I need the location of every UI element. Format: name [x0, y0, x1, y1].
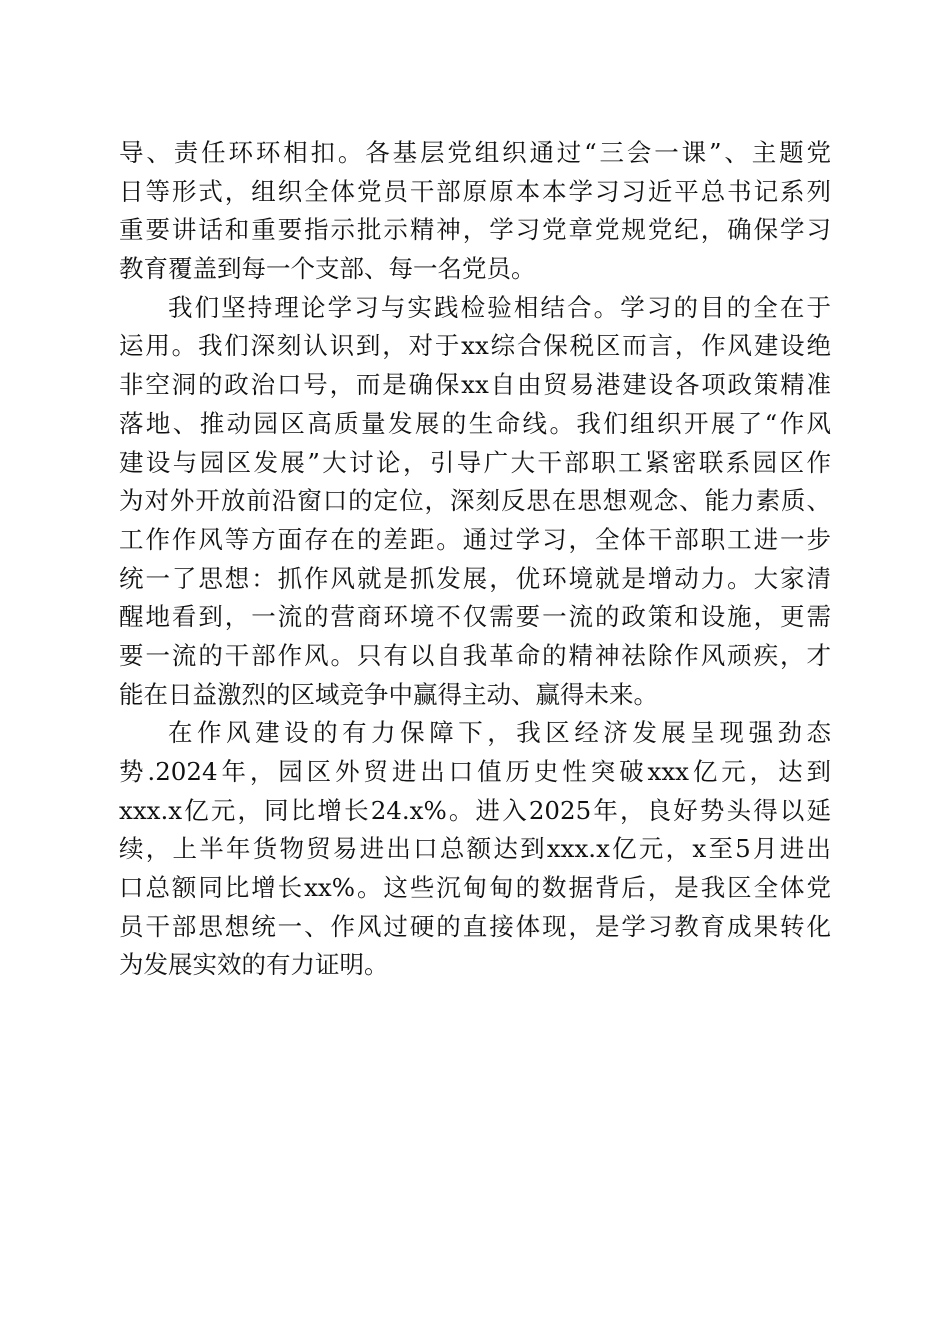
text-line: 续，上半年货物贸易进出口总额达到xxx.x亿元，x至5月进出 [119, 834, 831, 864]
text-line: 员干部思想统一、作风过硬的直接体现，是学习教育成果转化 [119, 911, 831, 941]
text-line: 能在日益激烈的区域竞争中赢得主动、赢得未来。 [119, 679, 658, 709]
text-line: 建设与园区发展”大讨论，引导广大干部职工紧密联系园区作 [119, 447, 831, 477]
text-line: 导、责任环环相扣。各基层党组织通过“三会一课”、主题党 [119, 138, 831, 167]
text-line: 运用。我们深刻认识到，对于xx综合保税区而言，作风建设绝 [119, 331, 831, 361]
text-line: 为发展实效的有力证明。 [119, 950, 389, 980]
body-text [119, 134, 831, 985]
text-line: xxx.x亿元，同比增长24.x%。进入2025年，良好势头得以延 [119, 795, 831, 825]
text-line: 要一流的干部作风。只有以自我革命的精神祛除作风顽疾，才 [119, 640, 831, 670]
text-line: 为对外开放前沿窗口的定位，深刻反思在思想观念、能力素质、 [119, 486, 831, 516]
text-line: 日等形式，组织全体党员干部原原本本学习习近平总书记系列 [119, 176, 831, 206]
text-line: 重要讲话和重要指示批示精神，学习党章党规党纪，确保学习 [119, 215, 831, 245]
text-line: 统一了思想：抓作风就是抓发展，优环境就是增动力。大家清 [119, 563, 831, 593]
text-line: 工作作风等方面存在的差距。通过学习，全体干部职工进一步 [119, 524, 831, 554]
text-line: 醒地看到，一流的营商环境不仅需要一流的政策和设施，更需 [119, 602, 831, 632]
text-line: 教育覆盖到每一个支部、每一名党员。 [119, 254, 536, 284]
text-line: 我们坚持理论学习与实践检验相结合。学习的目的全在于 [168, 292, 831, 322]
text-line: 非空洞的政治口号，而是确保xx自由贸易港建设各项政策精准 [119, 370, 831, 400]
text-line: 落地、推动园区高质量发展的生命线。我们组织开展了“作风 [119, 408, 831, 438]
text-line: 在作风建设的有力保障下，我区经济发展呈现强劲态 [168, 718, 831, 748]
text-line: 势.2024年，园区外贸进出口值历史性突破xxx亿元，达到 [119, 757, 831, 786]
text-line: 口总额同比增长xx%。这些沉甸甸的数据背后，是我区全体党 [119, 873, 831, 903]
